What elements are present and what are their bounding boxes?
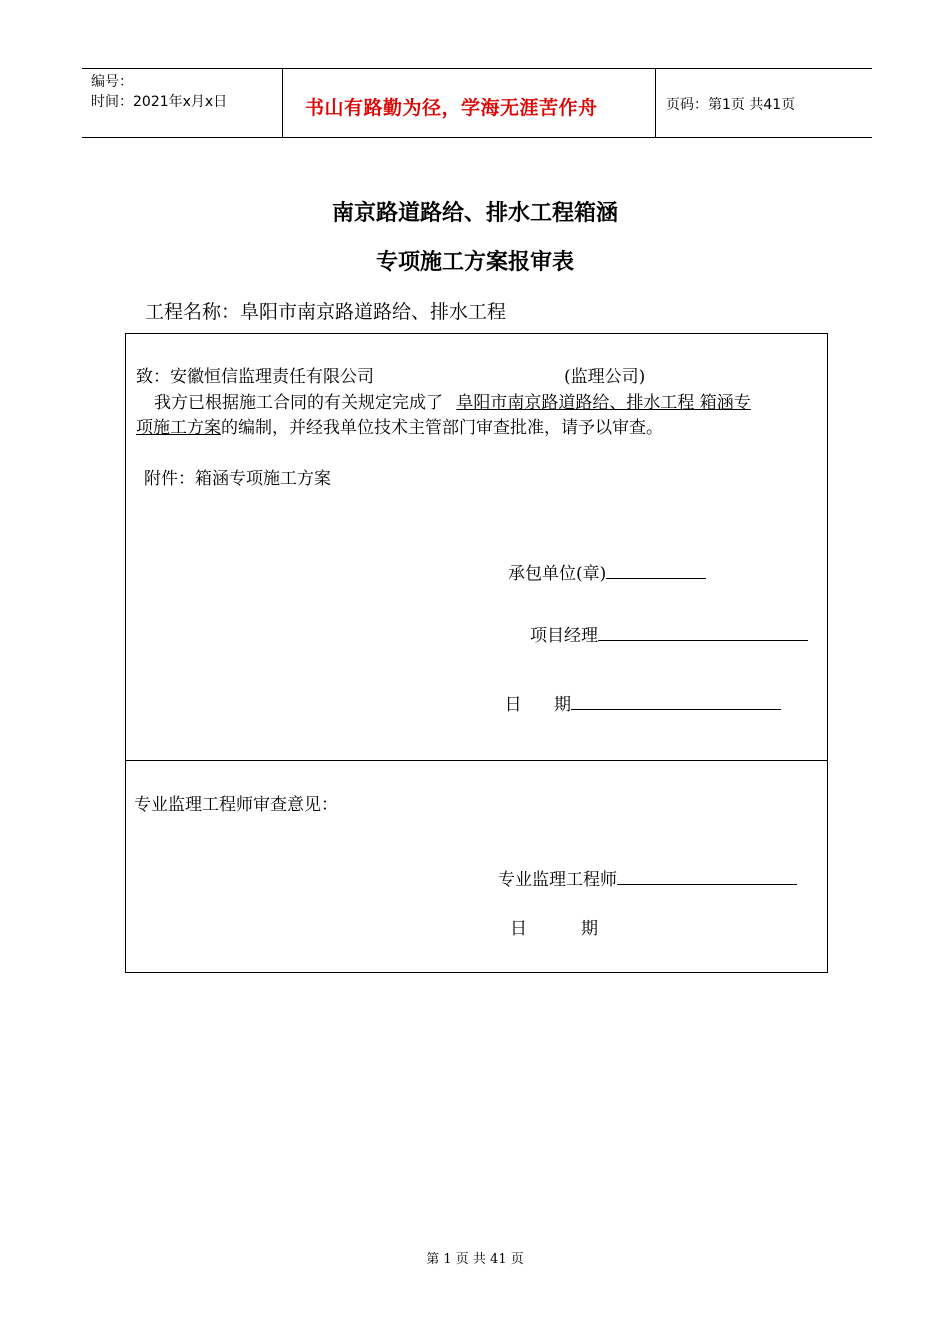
form-divider	[126, 760, 827, 761]
body-line-1	[154, 388, 751, 413]
contractor-row	[508, 559, 706, 584]
date-line	[571, 693, 781, 710]
header-page-cell	[656, 69, 872, 137]
attachment-line: 附件：箱涵专项施工方案	[144, 469, 331, 489]
engineer-row	[498, 865, 797, 890]
header-meta	[82, 69, 283, 137]
approval-form	[125, 333, 828, 973]
engineer-signature-line	[617, 868, 797, 885]
body-suffix: 的编制，并经我单位技术主管部门审查批准，请予以审查。	[221, 418, 663, 438]
page-header	[82, 68, 872, 138]
manager-label: 项目经理	[530, 626, 598, 646]
header-motto-cell	[283, 69, 656, 137]
time-label: 时间：2021年x月x日	[91, 94, 228, 110]
body-underlined-1: 阜阳市南京路道路给、排水工程 箱涵专	[456, 393, 751, 413]
engineer-label: 专业监理工程师	[498, 870, 617, 890]
number-label: 编号：	[91, 74, 133, 90]
document-title-line2: 专项施工方案报审表	[375, 250, 574, 275]
manager-row	[530, 621, 808, 646]
review-date: 日 期	[510, 919, 599, 939]
manager-signature-line	[598, 624, 808, 641]
review-label: 专业监理工程师审查意见：	[134, 795, 338, 815]
date-label: 日 期	[504, 695, 572, 715]
contractor-label: 承包单位(章)	[508, 564, 607, 584]
motto-text: 书山有路勤为径，学海无涯苦作舟	[305, 97, 598, 119]
date-row	[483, 670, 781, 735]
page-info: 页码：第1页 共41页	[666, 97, 796, 113]
recipient-suffix: (监理公司)	[564, 367, 646, 387]
body-prefix: 我方已根据施工合同的有关规定完成了	[154, 393, 443, 413]
body-line-2	[136, 413, 663, 438]
contractor-signature-line	[606, 562, 706, 579]
recipient-line: 致：安徽恒信监理责任有限公司	[136, 367, 374, 387]
body-underlined-2: 项施工方案	[136, 418, 221, 438]
document-title-line1: 南京路道路给、排水工程箱涵	[331, 201, 618, 226]
page-footer: 第 1 页 共 41 页	[426, 1252, 524, 1267]
project-name: 工程名称：阜阳市南京路道路给、排水工程	[145, 301, 507, 323]
